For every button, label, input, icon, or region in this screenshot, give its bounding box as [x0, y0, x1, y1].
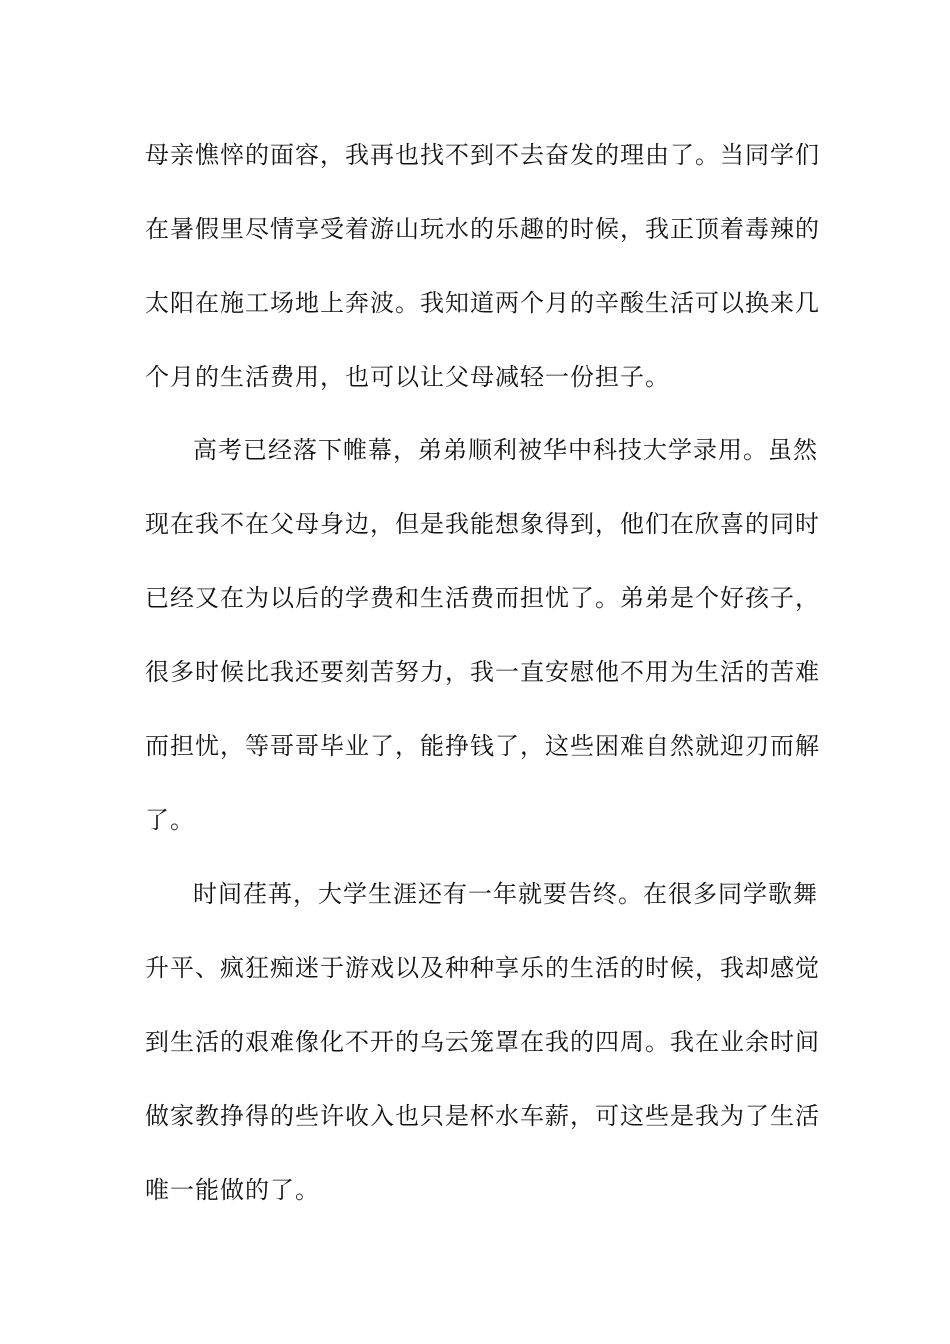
text-line: 在暑假里尽情享受着游山玩水的乐趣的时候，我正顶着毒辣的 — [145, 215, 820, 243]
text-line: 唯一能做的了。 — [145, 1176, 320, 1204]
text-line: 太阳在施工场地上奔波。我知道两个月的辛酸生活可以换来几 — [145, 289, 820, 317]
text-line: 母亲憔悴的面容，我再也找不到不去奋发的理由了。当同学们 — [145, 141, 820, 169]
paragraph-start-line: 时间荏苒，大学生涯还有一年就要告终。在很多同学歌舞 — [193, 880, 818, 908]
text-line: 到生活的艰难像化不开的乌云笼罩在我的四周。我在业余时间 — [145, 1028, 820, 1056]
text-line: 升平、疯狂痴迷于游戏以及种种享乐的生活的时候，我却感觉 — [145, 954, 820, 982]
text-line: 现在我不在父母身边，但是我能想象得到，他们在欣喜的同时 — [145, 510, 820, 538]
text-line: 个月的生活费用，也可以让父母减轻一份担子。 — [145, 363, 670, 391]
paragraph-start-line: 高考已经落下帷幕，弟弟顺利被华中科技大学录用。虽然 — [193, 436, 818, 464]
text-line: 而担忧，等哥哥毕业了，能挣钱了，这些困难自然就迎刃而解 — [145, 732, 820, 760]
text-line: 已经又在为以后的学费和生活费而担忧了。弟弟是个好孩子， — [145, 584, 820, 612]
text-line: 很多时候比我还要刻苦努力，我一直安慰他不用为生活的苦难 — [145, 658, 820, 686]
text-line: 做家教挣得的些许收入也只是杯水车薪，可这些是我为了生活 — [145, 1102, 820, 1130]
text-line: 了。 — [145, 806, 195, 834]
